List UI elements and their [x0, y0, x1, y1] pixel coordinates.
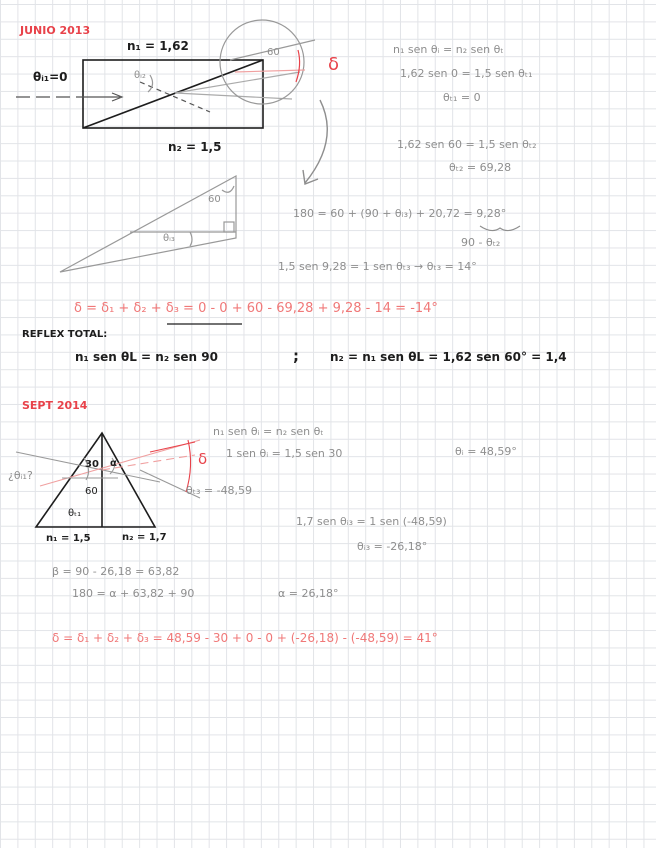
reflex-eq2: n₂ = n₁ sen θL = 1,62 sen 60° = 1,4	[330, 350, 567, 364]
angle-60-label: 60	[267, 47, 280, 58]
eq2-snell: n₁ sen θᵢ = n₂ sen θₜ	[213, 425, 324, 438]
prism-rays	[16, 440, 200, 498]
eq-theta-t2: θₜ₂ = 69,28	[449, 161, 512, 174]
delta-total-2: δ = δ₁ + δ₂ + δ₃ = 48,59 - 30 + 0 - 0 + (-26,18) - (-48,59) = 41°	[52, 631, 438, 645]
eq2-theta-i3: θᵢ₃ = -26,18°	[357, 540, 428, 553]
reflex-heading: REFLEX TOTAL:	[22, 329, 108, 340]
small-triangle-sketch	[60, 176, 236, 272]
theta-t3-label: θₜ₃ = -48,59	[186, 484, 253, 497]
delta-total-1: δ = δ₁ + δ₂ + δ₃ = 0 - 0 + 60 - 69,28 + 9,28 - 14 = -14°	[74, 301, 438, 316]
brace	[480, 226, 520, 231]
eq-snell: n₁ sen θᵢ = n₂ sen θₜ	[393, 43, 504, 56]
n1-label-2: n₁ = 1,5	[46, 533, 91, 544]
reflex-semicolon: ;	[293, 347, 299, 365]
small-tri-angle: 60	[208, 194, 221, 205]
theta-t1: θₜ₁	[68, 508, 82, 519]
section1-heading: JUNIO 2013	[20, 24, 91, 37]
n2-label: n₂ = 1,5	[168, 140, 222, 154]
delta-symbol-2: δ	[198, 450, 208, 468]
delta-symbol: δ	[328, 54, 340, 75]
reflex-eq1: n₁ sen θL = n₂ sen 90	[75, 350, 218, 364]
eq-theta-t1: θₜ₁ = 0	[443, 91, 481, 104]
n2-label-2: n₂ = 1,7	[122, 532, 167, 543]
eq2-angle-sum: 180 = α + 63,82 + 90	[72, 587, 195, 600]
eq-snell-60: 1,62 sen 60 = 1,5 sen θₜ₂	[397, 138, 537, 151]
eq2-beta: β = 90 - 26,18 = 63,82	[52, 565, 180, 578]
inner-angle-label: θᵢ₂	[134, 70, 146, 81]
rectangle-prism-sketch	[83, 60, 263, 128]
magnifier-circle	[220, 20, 327, 184]
n1-label: n₁ = 1,62	[127, 39, 189, 53]
eq-snell-values: 1,62 sen 0 = 1,5 sen θₜ₁	[400, 67, 533, 80]
eq2-theta-i: θᵢ = 48,59°	[455, 445, 517, 458]
apex-30: 30	[85, 459, 99, 470]
triangle-prism-sketch	[36, 433, 155, 527]
incidence-label: θᵢ₁=0	[33, 70, 68, 84]
angle-60-2: 60	[85, 486, 98, 497]
eq2-snell-exit: 1,7 sen θᵢ₃ = 1 sen (-48,59)	[296, 515, 447, 528]
eq-complement: 90 - θₜ₂	[461, 236, 501, 249]
eq2-snell-values: 1 sen θᵢ = 1,5 sen 30	[226, 447, 343, 460]
small-tri-theta: θᵢ₃	[163, 233, 175, 244]
theta-i-question: ¿θᵢ₁?	[8, 469, 33, 482]
section2-heading: SEPT 2014	[22, 399, 88, 412]
apex-alpha: α	[110, 458, 117, 469]
eq2-alpha: α = 26,18°	[278, 587, 339, 600]
eq-snell-exit: 1,5 sen 9,28 = 1 sen θₜ₃ → θₜ₃ = 14°	[278, 260, 477, 273]
eq-angle-sum: 180 = 60 + (90 + θᵢ₃) + 20,72 = 9,28°	[293, 207, 507, 220]
